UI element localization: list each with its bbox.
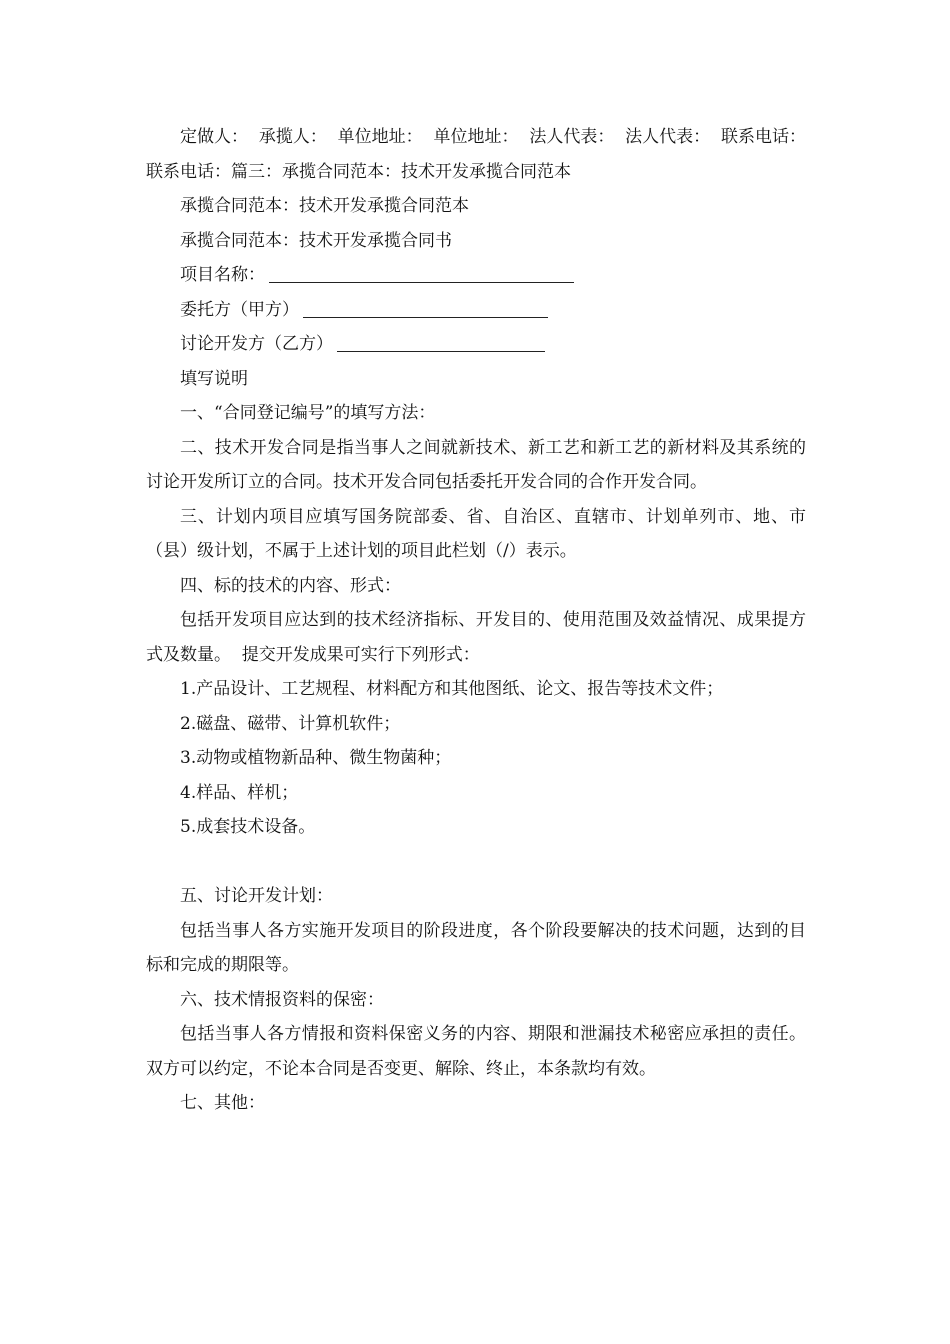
instruction-item-1: 一、“合同登记编号”的填写方法： (180, 403, 436, 423)
list-item: 2.磁盘、磁带、计算机软件； (180, 713, 401, 734)
blank-line (146, 845, 806, 880)
list-item: 4.样品、样机； (180, 782, 299, 803)
fill-instructions-heading: 填写说明 (180, 368, 248, 389)
instruction-item-2: 二、技术开发合同是指当事人之间就新技术、新工艺和新工艺的新材料及其系统的讨论开发所订立的合同。技术开发合同包括委托开发合同的合作开发合同。 (146, 437, 806, 492)
developer-label: 讨论开发方（乙方） (180, 334, 333, 354)
instruction-item-4: 四、标的技术的内容、形式： (180, 575, 401, 596)
instruction-item-4-body: 包括开发项目应达到的技术经济指标、开发目的、使用范围及效益情况、成果提方式及数量。 提交开发成果可实行下列形式： (146, 610, 806, 665)
client-field (146, 293, 806, 328)
developer-blank (337, 331, 545, 352)
client-blank (303, 297, 548, 318)
contract-template-subtitle: 承揽合同范本：技术开发承揽合同书 (180, 230, 452, 251)
party-info-paragraph: 定做人： 承揽人： 单位地址： 单位地址： 法人代表： 法人代表： 联系电话： 联系电话：篇三：承揽合同范本：技术开发承揽合同范本 (146, 127, 817, 182)
instruction-item-3: 三、计划内项目应填写国务院部委、省、自治区、直辖市、计划单列市、地、市（县）级计划，不属于上述计划的项目此栏划（/）表示。 (146, 506, 806, 561)
instruction-item-5: 五、讨论开发计划： (180, 886, 333, 906)
project-name-label: 项目名称： (180, 265, 265, 285)
client-label: 委托方（甲方） (180, 299, 299, 320)
instruction-item-6-body: 包括当事人各方情报和资料保密义务的内容、期限和泄漏技术秘密应承担的责任。双方可以约定，不论本合同是否变更、解除、终止，本条款均有效。 (146, 1024, 806, 1079)
instruction-item-5-body: 包括当事人各方实施开发项目的阶段进度，各个阶段要解决的技术问题，达到的目标和完成的期限等。 (146, 920, 806, 975)
list-item: 1.产品设计、工艺规程、材料配方和其他图纸、论文、报告等技术文件； (180, 679, 724, 699)
instruction-item-7: 七、其他： (180, 1093, 265, 1113)
project-name-field (146, 258, 806, 293)
developer-field (146, 327, 806, 362)
contract-template-title: 承揽合同范本：技术开发承揽合同范本 (180, 196, 469, 216)
project-name-blank (269, 262, 574, 283)
document-body (146, 120, 817, 1121)
instruction-item-6: 六、技术情报资料的保密： (180, 989, 384, 1010)
list-item: 5.成套技术设备。 (180, 817, 316, 837)
list-item: 3.动物或植物新品种、微生物菌种； (180, 748, 452, 768)
